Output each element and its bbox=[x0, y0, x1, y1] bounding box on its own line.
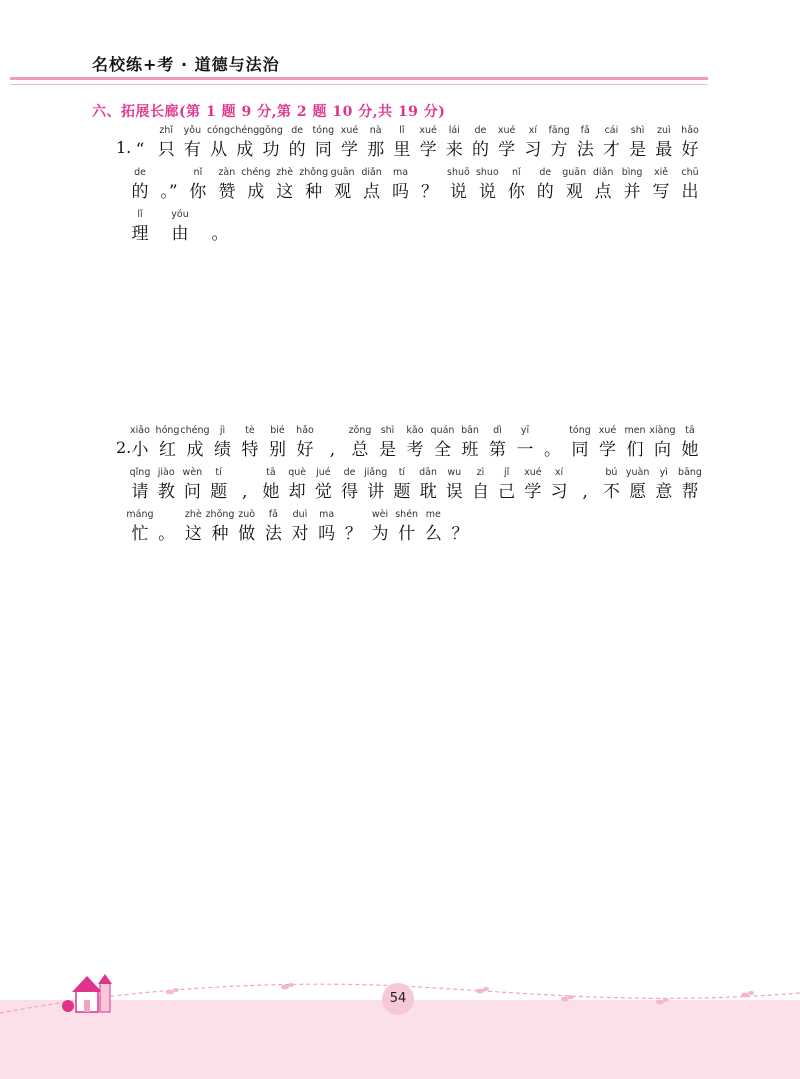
pinyin: jué bbox=[316, 467, 331, 478]
hanzi: ？ bbox=[344, 524, 362, 544]
hanzi: 习 bbox=[550, 482, 568, 502]
pinyin: de bbox=[134, 167, 146, 178]
pinyin: hǎo bbox=[296, 425, 314, 436]
pinyin: de bbox=[343, 467, 356, 478]
pinyin: xí bbox=[554, 467, 564, 478]
hanzi: 种 bbox=[305, 182, 323, 202]
hanzi: 做 bbox=[238, 524, 256, 544]
hanzi: 。 bbox=[211, 224, 229, 244]
hanzi: 出 bbox=[681, 182, 699, 202]
hanzi: 学 bbox=[524, 482, 542, 502]
pinyin: jiǎng bbox=[364, 467, 388, 478]
hanzi: 学 bbox=[341, 140, 359, 160]
question-number: 1. bbox=[116, 138, 132, 157]
pinyin: zhè bbox=[184, 509, 202, 520]
pinyin: shì bbox=[380, 425, 395, 436]
pinyin: duì bbox=[292, 509, 308, 520]
hanzi: 红 bbox=[159, 440, 176, 460]
pinyin: chū bbox=[681, 167, 699, 178]
pinyin: tā bbox=[685, 425, 695, 436]
hanzi: 成 bbox=[186, 440, 204, 460]
pinyin: guān bbox=[330, 167, 355, 178]
hanzi: 为 bbox=[371, 524, 389, 544]
pinyin: tā bbox=[266, 467, 276, 478]
pinyin: tè bbox=[245, 425, 255, 436]
pinyin: diǎn bbox=[592, 167, 614, 178]
hanzi: 成 bbox=[236, 140, 254, 160]
pinyin: shén bbox=[395, 509, 419, 520]
hanzi: 有 bbox=[183, 140, 201, 160]
pinyin: xué bbox=[497, 125, 516, 136]
pinyin: yì bbox=[659, 467, 668, 478]
pinyin: jì bbox=[219, 425, 226, 436]
hanzi: 的 bbox=[536, 182, 554, 202]
pinyin bbox=[200, 208, 240, 222]
hanzi: 说 bbox=[449, 182, 467, 202]
pinyin: zhè bbox=[276, 167, 294, 178]
pinyin: bìng bbox=[621, 167, 643, 178]
hanzi: 学 bbox=[419, 140, 437, 160]
pinyin: xué bbox=[419, 125, 437, 136]
hanzi: 种 bbox=[211, 524, 229, 544]
pinyin: xiǎo bbox=[130, 425, 150, 436]
pinyin: shuō bbox=[447, 167, 470, 178]
pinyin: quán bbox=[430, 425, 455, 436]
hanzi: 是 bbox=[629, 140, 647, 160]
pinyin: fǎ bbox=[268, 509, 278, 520]
hanzi: 帮 bbox=[681, 482, 699, 502]
hanzi: 误 bbox=[445, 482, 463, 502]
hanzi: 班 bbox=[461, 440, 479, 460]
pinyin: jiào bbox=[157, 467, 175, 478]
pinyin: me bbox=[425, 509, 441, 520]
hanzi: 一 bbox=[516, 440, 534, 460]
hanzi: 这 bbox=[184, 524, 202, 544]
pinyin: xiě bbox=[653, 167, 669, 178]
hanzi: 法 bbox=[264, 524, 282, 544]
hanzi: 问 bbox=[183, 482, 201, 502]
hanzi: 忙 bbox=[131, 524, 149, 544]
pinyin: hǎo bbox=[681, 125, 699, 136]
hanzi: 来 bbox=[445, 140, 463, 160]
hanzi: 她 bbox=[262, 482, 280, 502]
hanzi: 对 bbox=[291, 524, 309, 544]
hanzi: 吗 bbox=[318, 524, 336, 544]
pinyin: zuò bbox=[238, 509, 256, 520]
pinyin: bú bbox=[605, 467, 618, 478]
char-cell bbox=[120, 208, 160, 246]
pinyin: bān bbox=[461, 425, 479, 436]
pinyin: tí bbox=[398, 467, 406, 478]
hanzi: 学 bbox=[599, 440, 616, 460]
pinyin: kǎo bbox=[406, 425, 424, 436]
pinyin: lái bbox=[448, 125, 460, 136]
pinyin: wèi bbox=[371, 509, 389, 520]
hanzi: 是 bbox=[379, 440, 396, 460]
hanzi: 讲 bbox=[367, 482, 385, 502]
hanzi: 功 bbox=[262, 140, 280, 160]
pinyin: zuì bbox=[656, 125, 671, 136]
char-cell bbox=[440, 508, 480, 546]
hanzi: 题 bbox=[393, 482, 411, 502]
hanzi: 向 bbox=[654, 440, 671, 460]
hanzi: 这 bbox=[276, 182, 294, 202]
hanzi: 不 bbox=[602, 482, 620, 502]
pinyin: xiàng bbox=[649, 425, 676, 436]
pinyin: gōng bbox=[258, 125, 283, 136]
pinyin: wèn bbox=[182, 467, 203, 478]
hanzi: 理 bbox=[131, 224, 149, 244]
pinyin: zàn bbox=[218, 167, 236, 178]
hanzi: 写 bbox=[652, 182, 670, 202]
pinyin: nà bbox=[369, 125, 382, 136]
hanzi: 请 bbox=[131, 482, 149, 502]
pinyin: dì bbox=[493, 425, 502, 436]
hanzi: “ bbox=[135, 140, 145, 160]
pinyin: chéng bbox=[180, 425, 210, 436]
pinyin: máng bbox=[126, 509, 154, 520]
header-title: 名校练+考 · 道德与法治 bbox=[92, 55, 280, 74]
hanzi: 的 bbox=[131, 182, 149, 202]
pinyin: men bbox=[624, 425, 646, 436]
pinyin: bāng bbox=[678, 467, 702, 478]
hanzi: 教 bbox=[157, 482, 175, 502]
hanzi: 。 bbox=[544, 440, 561, 460]
hanzi: 己 bbox=[498, 482, 516, 502]
hanzi: 并 bbox=[623, 182, 641, 202]
hanzi: 方 bbox=[550, 140, 568, 160]
hanzi: 却 bbox=[288, 482, 306, 502]
pinyin: xí bbox=[528, 125, 537, 136]
hanzi: 的 bbox=[288, 140, 306, 160]
pinyin: bié bbox=[270, 425, 285, 436]
hanzi: 么 bbox=[424, 524, 442, 544]
hanzi: 什 bbox=[398, 524, 416, 544]
pinyin: ma bbox=[319, 509, 335, 520]
char-cell bbox=[670, 166, 710, 204]
pinyin: de bbox=[291, 125, 304, 136]
pinyin: qǐng bbox=[129, 467, 151, 478]
pinyin: zhǐ bbox=[159, 125, 174, 136]
pinyin: jǐ bbox=[504, 467, 510, 478]
hanzi: 。” bbox=[160, 182, 178, 202]
hanzi: 成 bbox=[247, 182, 265, 202]
hanzi: 的 bbox=[471, 140, 489, 160]
hanzi: 得 bbox=[341, 482, 359, 502]
char-cell bbox=[670, 424, 710, 462]
hanzi: 她 bbox=[681, 440, 699, 460]
header-rule-thin bbox=[10, 84, 708, 85]
house-icon bbox=[58, 970, 118, 1015]
hanzi: 最 bbox=[655, 140, 673, 160]
pinyin: xué bbox=[524, 467, 542, 478]
pinyin: yǒu bbox=[183, 125, 202, 136]
hanzi: , bbox=[582, 482, 588, 502]
hanzi: 特 bbox=[241, 440, 259, 460]
hanzi: 们 bbox=[626, 440, 644, 460]
pinyin: xué bbox=[598, 425, 617, 436]
pinyin: zǒng bbox=[348, 425, 372, 436]
pinyin: shì bbox=[630, 125, 645, 136]
pinyin: xué bbox=[340, 125, 359, 136]
hanzi: 。 bbox=[158, 524, 176, 544]
section-heading: 六、拓展长廊(第 1 题 9 分,第 2 题 10 分,共 19 分) bbox=[92, 104, 446, 120]
hanzi: ？ bbox=[451, 524, 469, 544]
pinyin: lǐ bbox=[399, 125, 405, 136]
char-cell bbox=[200, 208, 240, 246]
page-number: 54 bbox=[382, 983, 414, 1015]
pinyin: nǐ bbox=[193, 167, 203, 178]
pinyin: de bbox=[539, 167, 552, 178]
hanzi: 里 bbox=[393, 140, 411, 160]
hanzi: 点 bbox=[594, 182, 612, 202]
hanzi: 好 bbox=[296, 440, 314, 460]
hanzi: 你 bbox=[189, 182, 207, 202]
char-cell bbox=[670, 466, 710, 504]
hanzi: 题 bbox=[210, 482, 228, 502]
hanzi: 考 bbox=[406, 440, 424, 460]
hanzi: 从 bbox=[210, 140, 228, 160]
hanzi: 自 bbox=[471, 482, 489, 502]
char-cell bbox=[160, 208, 200, 246]
pinyin: fǎ bbox=[580, 125, 590, 136]
pinyin: tóng bbox=[312, 125, 335, 136]
pinyin: chéng bbox=[241, 167, 271, 178]
hanzi: 小 bbox=[131, 440, 149, 460]
hanzi: 法 bbox=[576, 140, 594, 160]
pinyin: wu bbox=[447, 467, 462, 478]
hanzi: 习 bbox=[524, 140, 542, 160]
hanzi: 意 bbox=[655, 482, 673, 502]
hanzi: 第 bbox=[489, 440, 506, 460]
pinyin: zhǒng bbox=[205, 509, 235, 520]
hanzi: 全 bbox=[434, 440, 451, 460]
hanzi: , bbox=[329, 440, 336, 460]
pinyin: de bbox=[474, 125, 487, 136]
hanzi: 你 bbox=[507, 182, 525, 202]
hanzi: 点 bbox=[363, 182, 381, 202]
pinyin: dān bbox=[419, 467, 438, 478]
hanzi: 说 bbox=[478, 182, 496, 202]
hanzi: 吗 bbox=[392, 182, 410, 202]
pinyin bbox=[440, 508, 480, 522]
question-number: 2. bbox=[116, 438, 132, 457]
pinyin: què bbox=[288, 467, 307, 478]
hanzi: 才 bbox=[602, 140, 620, 160]
hanzi: 那 bbox=[367, 140, 385, 160]
pinyin: diǎn bbox=[361, 167, 382, 178]
pinyin: shuo bbox=[475, 167, 499, 178]
hanzi: 同 bbox=[314, 140, 332, 160]
pinyin: zhǒng bbox=[299, 167, 329, 178]
char-cell bbox=[670, 124, 710, 162]
hanzi: 愿 bbox=[629, 482, 647, 502]
hanzi: 学 bbox=[498, 140, 516, 160]
hanzi: 只 bbox=[157, 140, 175, 160]
hanzi: 观 bbox=[334, 182, 352, 202]
pinyin: fāng bbox=[548, 125, 570, 136]
pinyin: cái bbox=[604, 125, 619, 136]
hanzi: 由 bbox=[171, 224, 189, 244]
pinyin: yóu bbox=[171, 209, 189, 220]
pinyin: ma bbox=[392, 167, 409, 178]
hanzi: 观 bbox=[565, 182, 583, 202]
pinyin: chéng bbox=[230, 125, 260, 136]
pinyin: yī bbox=[520, 425, 530, 436]
pinyin: zì bbox=[476, 467, 485, 478]
hanzi: 总 bbox=[351, 440, 369, 460]
hanzi: , bbox=[242, 482, 248, 502]
pinyin: nǐ bbox=[511, 167, 521, 178]
hanzi: 耽 bbox=[419, 482, 437, 502]
pinyin: guān bbox=[562, 167, 587, 178]
hanzi: 绩 bbox=[214, 440, 231, 460]
pinyin: lǐ bbox=[137, 209, 143, 220]
hanzi: 好 bbox=[681, 140, 699, 160]
hanzi: 同 bbox=[571, 440, 589, 460]
pinyin: cóng bbox=[207, 125, 231, 136]
pinyin: tóng bbox=[569, 425, 591, 436]
header-rule bbox=[10, 77, 708, 80]
hanzi: 赞 bbox=[218, 182, 236, 202]
hanzi: 觉 bbox=[314, 482, 332, 502]
hanzi: ？ bbox=[420, 182, 438, 202]
pinyin: hóng bbox=[155, 425, 180, 436]
pinyin: tí bbox=[215, 467, 222, 478]
pinyin: yuàn bbox=[625, 467, 650, 478]
hanzi: 别 bbox=[269, 440, 286, 460]
